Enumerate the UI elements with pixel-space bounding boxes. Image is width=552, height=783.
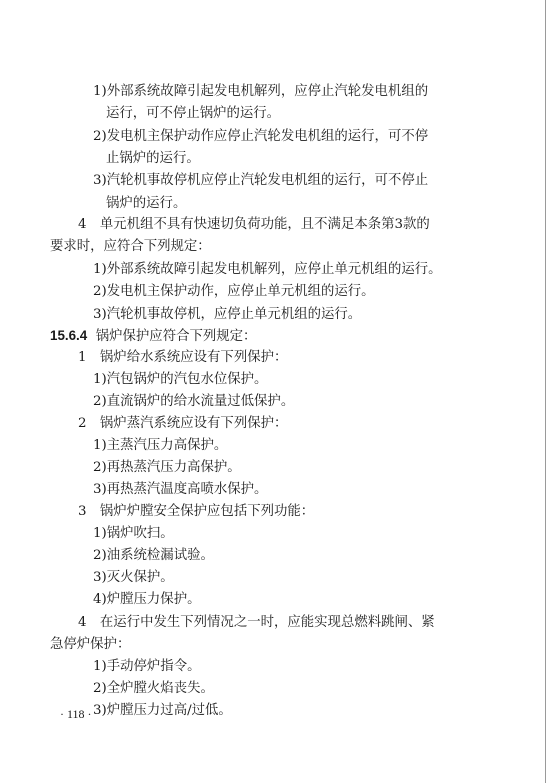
- text-line: 1)手动停炉指令。: [93, 659, 201, 674]
- section-title: 锅炉保护应符合下列规定：: [95, 329, 257, 344]
- text-line: 1 锅炉给水系统应设有下列保护：: [78, 350, 288, 365]
- text-line: 4 在运行中发生下列情况之一时，应能实现总燃料跳闸、紧: [78, 615, 435, 630]
- text-line: 4 单元机组不具有快速切负荷功能，且不满足本条第3款的: [78, 217, 430, 232]
- text-line: 1)外部系统故障引起发电机解列，应停止单元机组的运行。: [93, 262, 442, 277]
- text-line: 1)汽包锅炉的汽包水位保护。: [93, 372, 268, 387]
- text-line: 3 锅炉炉膛安全保护应包括下列功能：: [78, 504, 315, 519]
- text-line: 2)全炉膛火焰丧失。: [93, 681, 214, 696]
- text-line: 1)主蒸汽压力高保护。: [93, 438, 228, 453]
- text-line: 1)锅炉吹扫。: [93, 526, 174, 541]
- text-line: 1)外部系统故障引起发电机解列，应停止汽轮发电机组的: [93, 84, 429, 99]
- section-heading: [50, 326, 256, 347]
- page-edge-line: [545, 0, 546, 783]
- text-line: 2 锅炉蒸汽系统应设有下列保护：: [78, 416, 288, 431]
- page-number: · 118 ·: [60, 707, 92, 721]
- text-line: 2)发电机主保护动作，应停止单元机组的运行。: [93, 284, 375, 299]
- text-line: 止锅炉的运行。: [106, 151, 200, 166]
- text-line: 3)汽轮机事故停机应停止汽轮发电机组的运行，可不停止: [93, 173, 429, 188]
- section-number: 15.6.4: [50, 328, 88, 343]
- text-line: 2)直流锅炉的给水流量过低保护。: [93, 394, 295, 409]
- text-line: 运行，可不停止锅炉的运行。: [106, 106, 281, 121]
- text-line: 3)炉膛压力过高/过低。: [93, 703, 232, 718]
- text-line: 锅炉的运行。: [106, 196, 187, 211]
- text-line: 要求时，应符合下列规定：: [50, 239, 211, 254]
- text-line: 急停炉保护：: [50, 637, 131, 652]
- text-line: 3)汽轮机事故停机，应停止单元机组的运行。: [93, 307, 362, 322]
- text-line: 2)油系统检漏试验。: [93, 548, 214, 563]
- text-line: 2)再热蒸汽压力高保护。: [93, 460, 241, 475]
- text-line: 2)发电机主保护动作应停止汽轮发电机组的运行，可不停: [93, 129, 429, 144]
- text-line: 4)炉膛压力保护。: [93, 592, 201, 607]
- text-line: 3)再热蒸汽温度高喷水保护。: [93, 482, 268, 497]
- text-line: 3)灭火保护。: [93, 570, 174, 585]
